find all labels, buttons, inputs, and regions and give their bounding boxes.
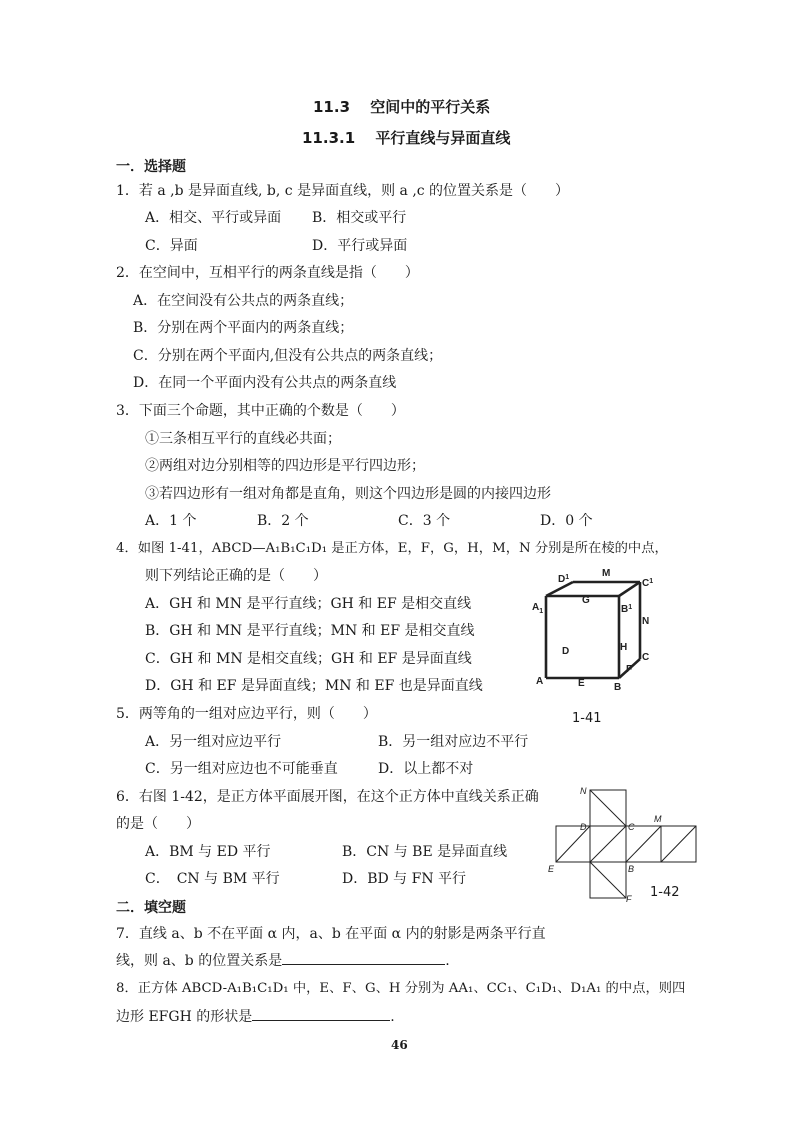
q4-stem-cont: 则下列结论正确的是（ ） — [145, 568, 327, 584]
q8-line1: 8．正方体 ABCD-A₁B₁C₁D₁ 中，E、F、G、H 分别为 AA₁、CC₁、C₁D₁、D₁A₁ 的中点，则四 — [116, 981, 686, 996]
figure-1-42-caption: 1-42 — [650, 885, 680, 900]
q7-line1: 7．直线 a、b 不在平面 α 内，a、b 在平面 α 内的射影是两条平行直 — [116, 926, 546, 942]
label-n: N — [642, 616, 650, 627]
net-label-b: B — [628, 864, 635, 874]
net-label-m: M — [654, 814, 662, 824]
label-g: G — [582, 595, 590, 606]
q5-option-c: C．另一组对应边也不可能垂直 — [145, 761, 338, 777]
q5-option-b: B．另一组对应边不平行 — [378, 734, 529, 750]
q3-option-d: D．0 个 — [540, 513, 593, 529]
label-f: F — [626, 664, 633, 675]
label-a: A — [536, 676, 544, 687]
q3-statement-1: ①三条相互平行的直线必共面； — [145, 431, 341, 447]
section-title: 11.3 空间中的平行关系 — [313, 98, 491, 116]
net-label-e: E — [548, 864, 555, 874]
q3-statement-3: ③若四边形有一组对角都是直角，则这个四边形是圆的内接四边形 — [145, 486, 551, 502]
q8-line2 — [116, 1008, 395, 1026]
label-h: H — [620, 642, 628, 653]
q7-answer-blank[interactable] — [282, 952, 445, 965]
q3-statement-2: ②两组对边分别相等的四边形是平行四边形； — [145, 458, 425, 474]
q5-stem: 5．两等角的一组对应边平行，则（ ） — [116, 706, 377, 722]
cube-net-figure — [544, 784, 704, 906]
q6-option-b: B．CN 与 BE 是异面直线 — [342, 844, 508, 860]
q6-stem-cont: 的是（ ） — [116, 816, 200, 832]
label-d1: $D^1$ — [558, 574, 570, 585]
net-label-n: N — [580, 786, 587, 796]
q4-option-c: C．GH 和 MN 是相交直线；GH 和 EF 是异面直线 — [145, 651, 472, 667]
q6-option-c: C． CN 与 BM 平行 — [145, 871, 280, 887]
q8-answer-blank[interactable] — [252, 1008, 390, 1021]
q3-stem: 3．下面三个命题，其中正确的个数是（ ） — [116, 403, 405, 419]
q7-line2 — [116, 952, 450, 970]
label-b1: $B^1$ — [621, 604, 633, 615]
q3-option-b: B．2 个 — [257, 513, 309, 529]
figure-1-41-caption: 1-41 — [572, 711, 602, 726]
q6-option-d: D．BD 与 FN 平行 — [342, 871, 467, 887]
net-label-d: D — [580, 822, 587, 832]
label-e: E — [578, 678, 585, 689]
part2-heading: 二．填空题 — [116, 900, 186, 916]
subsection-title: 11.3.1 平行直线与异面直线 — [302, 129, 511, 147]
q1-option-c: C．异面 — [145, 238, 198, 254]
q2-option-c: C．分别在两个平面内,但没有公共点的两条直线； — [133, 348, 443, 364]
q4-option-a: A．GH 和 MN 是平行直线；GH 和 EF 是相交直线 — [145, 596, 472, 612]
q2-option-d: D．在同一个平面内没有公共点的两条直线 — [133, 375, 397, 391]
q4-option-b: B．GH 和 MN 是平行直线；MN 和 EF 是相交直线 — [145, 623, 475, 639]
q4-stem: 4．如图 1-41，ABCD—A₁B₁C₁D₁ 是正方体，E，F，G，H，M，N 分别是所在棱的中点， — [116, 541, 668, 556]
label-m: M — [602, 568, 611, 579]
q1-option-a: A．相交、平行或异面 — [145, 210, 282, 226]
q1-option-b: B．相交或平行 — [312, 210, 407, 226]
cube-figure — [528, 562, 668, 694]
q8-end: . — [390, 1009, 395, 1025]
label-b: B — [614, 682, 622, 693]
label-c: C — [642, 652, 650, 663]
q3-option-c: C．3 个 — [398, 513, 451, 529]
q1-option-d: D．平行或异面 — [312, 238, 408, 254]
q8-line2-text: 边形 EFGH 的形状是 — [116, 1009, 253, 1025]
q4-option-d: D．GH 和 EF 是异面直线；MN 和 EF 也是异面直线 — [145, 678, 483, 694]
q5-option-d: D．以上都不对 — [378, 761, 474, 777]
label-a1: $A_1$ — [532, 602, 544, 615]
q2-option-b: B．分别在两个平面内的两条直线； — [133, 320, 354, 336]
net-label-f: F — [626, 894, 632, 904]
q7-end: . — [445, 953, 450, 969]
q2-stem: 2．在空间中，互相平行的两条直线是指（ ） — [116, 265, 419, 281]
q7-line2-text: 线，则 a、b 的位置关系是 — [116, 953, 283, 969]
net-label-c: C — [628, 822, 635, 832]
q1-stem: 1．若 a ,b 是异面直线, b, c 是异面直线，则 a ,c 的位置关系是（ ） — [116, 183, 570, 199]
q6-stem: 6．右图 1-42，是正方体平面展开图，在这个正方体中直线关系正确 — [116, 789, 539, 805]
label-d: D — [562, 646, 570, 657]
q5-option-a: A．另一组对应边平行 — [145, 734, 282, 750]
page-number: 46 — [391, 1038, 408, 1052]
q6-option-a: A．BM 与 ED 平行 — [145, 844, 271, 860]
label-c1: $C^1$ — [642, 578, 654, 589]
net-lines — [556, 790, 696, 898]
q3-option-a: A．1 个 — [145, 513, 197, 529]
q2-option-a: A．在空间没有公共点的两条直线； — [133, 293, 354, 309]
part1-heading: 一．选择题 — [116, 159, 186, 175]
